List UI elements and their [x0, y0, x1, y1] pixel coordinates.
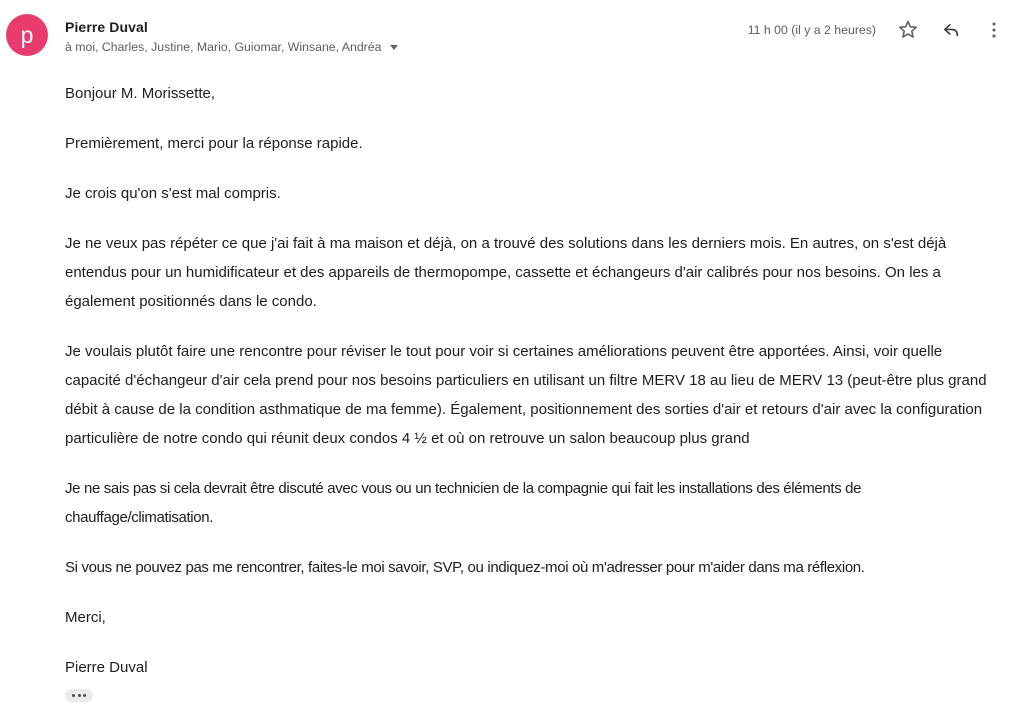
show-trimmed-content-button[interactable]	[65, 689, 93, 702]
email-paragraph: Je crois qu'on s'est mal compris.	[65, 185, 281, 202]
message-header	[0, 0, 1020, 72]
star-icon	[897, 19, 919, 41]
show-details-button[interactable]	[388, 43, 400, 52]
email-paragraph: Je ne veux pas répéter ce que j'ai fait à ma maison et déjà, on a trouvé des solutions dans les derniers mois. En autres, on s'est déjà entendus pour un humidificateur et des appareils de thermopompe, cassette et échangeurs d'air calibrés pour nos besoins. On les a également positionnés dans le condo.	[65, 235, 947, 310]
more-options-button[interactable]	[974, 10, 1014, 50]
sender-name: Pierre Duval	[65, 19, 148, 35]
caret-down-icon	[390, 45, 398, 50]
sender-block	[65, 19, 400, 54]
email-paragraph: Je ne sais pas si cela devrait être discuté avec vous ou un technicien de la compagnie qui fait les installations des éléments de chauffage/climatisation.	[65, 480, 862, 526]
recipients-row	[65, 40, 400, 54]
ellipsis-dot	[72, 694, 75, 697]
message-actions	[748, 10, 1014, 50]
reply-button[interactable]	[931, 10, 971, 50]
email-body	[65, 79, 991, 702]
ellipsis-dot	[83, 694, 86, 697]
sender-avatar[interactable]: p	[6, 14, 48, 56]
reply-icon	[940, 19, 962, 41]
sender-signature: Pierre Duval	[65, 659, 148, 676]
star-button[interactable]	[888, 10, 928, 50]
email-paragraph: Premièrement, merci pour la réponse rapide.	[65, 135, 363, 152]
email-paragraph: Si vous ne pouvez pas me rencontrer, faites-le moi savoir, SVP, ou indiquez-moi où m'adresser pour m'aider dans ma réflexion.	[65, 559, 865, 576]
email-paragraph: Bonjour M. Morissette,	[65, 85, 216, 102]
ellipsis-dot	[78, 694, 81, 697]
timestamp: 11 h 00 (il y a 2 heures)	[747, 23, 876, 37]
email-paragraph: Je voulais plutôt faire une rencontre pour réviser le tout pour voir si certaines améliorations peuvent être apportées. Ainsi, voir quelle capacité d'échangeur d'air cela prend pour nos besoins particuliers en utilisant un filtre MERV 18 au lieu de MERV 13 (peut-être plus grand débit à cause de la condition asthmatique de ma femme). Également, positionnement des sorties d'air et retours d'air avec la configuration particulière de notre condo qui réunit deux condos 4 ½ et où on retrouve un salon beaucoup plus grand	[65, 343, 987, 447]
email-paragraph: Merci,	[65, 609, 106, 626]
vertical-ellipsis-icon	[983, 19, 1005, 41]
recipients-summary: à moi, Charles, Justine, Mario, Guiomar, Winsane, Andréa	[65, 40, 382, 54]
